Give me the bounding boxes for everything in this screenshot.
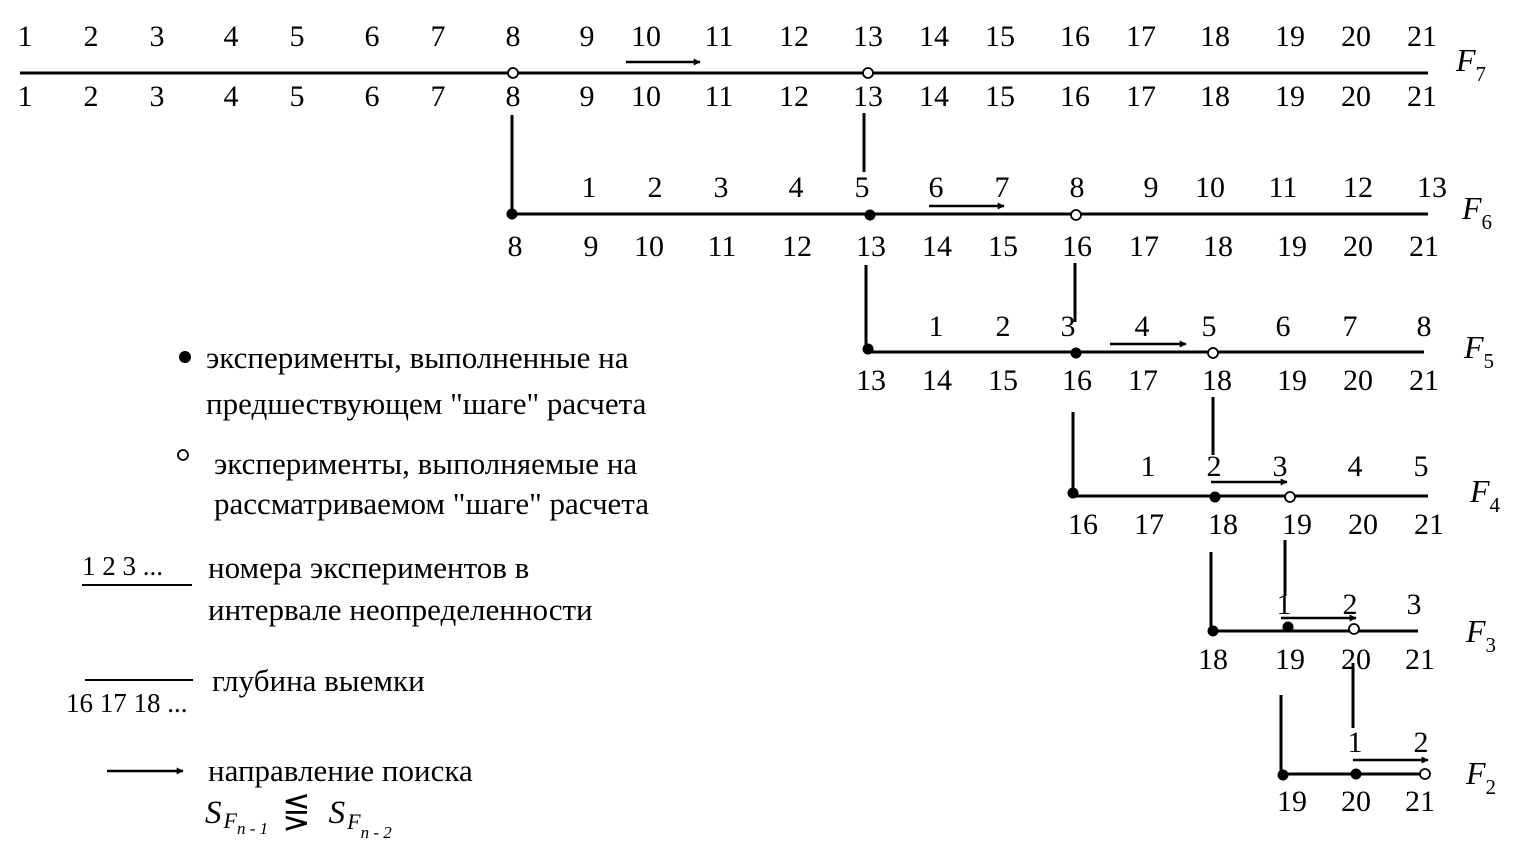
- legend-numbers-line1: номера экспериментов в: [208, 550, 530, 585]
- f2-bottom-21: 21: [1405, 785, 1435, 818]
- f7-bottom-20: 20: [1341, 80, 1371, 113]
- f3-bottom-20: 20: [1341, 643, 1371, 676]
- f5-filled-dot-16: [1071, 348, 1082, 359]
- f7-top-7: 7: [430, 20, 446, 53]
- f6-bottom-12: 12: [782, 230, 812, 263]
- f5-bottom-14: 14: [922, 364, 952, 397]
- f7-bottom-15: 15: [985, 80, 1015, 113]
- f7-top-1: 1: [17, 20, 33, 53]
- f2-top-2: 2: [1413, 726, 1429, 759]
- legend-filled-dot-line1: эксперименты, выполненные на: [206, 340, 629, 375]
- f6-bottom-10: 10: [634, 230, 664, 263]
- legend-formula: SFn - 1 ⋚ $SF_{n - 2}$: [205, 794, 392, 842]
- f5-bottom-19: 19: [1277, 364, 1307, 397]
- f4-bottom-17: 17: [1134, 508, 1164, 541]
- f7-top-3: 3: [149, 20, 165, 53]
- legend-open-dot-icon: [178, 450, 188, 460]
- f4-top-5: 5: [1413, 450, 1429, 483]
- f7-label: $F_7$: [1456, 42, 1487, 86]
- f4-top-3: 3: [1272, 450, 1288, 483]
- f6-top-3: 3: [713, 171, 729, 204]
- f6-top-9: 9: [1143, 171, 1159, 204]
- f5-top-2: 2: [995, 310, 1011, 343]
- f6-bottom-17: 17: [1129, 230, 1159, 263]
- f7-bottom-2: 2: [83, 80, 99, 113]
- level-f4: [1068, 450, 1501, 541]
- f7-top-9: 9: [579, 20, 595, 53]
- f6-filled-dot-8: [507, 209, 518, 220]
- f5-top-5: 5: [1201, 310, 1217, 343]
- f5-top-4: 4: [1134, 310, 1150, 343]
- f5-label: $F_5$: [1464, 329, 1495, 373]
- f2-bottom-20: 20: [1341, 785, 1371, 818]
- f4-top-2: 2: [1206, 450, 1222, 483]
- f7-top-16: 16: [1060, 20, 1090, 53]
- f4-top-4: 4: [1347, 450, 1363, 483]
- f7-bottom-19: 19: [1275, 80, 1305, 113]
- f7-top-8: 8: [505, 20, 521, 53]
- f3-top-3: 3: [1406, 588, 1422, 621]
- f7-bottom-13: 13: [853, 80, 883, 113]
- f6-bottom-21: 21: [1409, 230, 1439, 263]
- f6-bottom-20: 20: [1343, 230, 1373, 263]
- f5-top-1: 1: [928, 310, 944, 343]
- f2-label: $F_2$: [1466, 755, 1497, 799]
- level-f2: [1277, 726, 1496, 818]
- f7-bottom-14: 14: [919, 80, 949, 113]
- f7-top-19: 19: [1275, 20, 1305, 53]
- f5-bottom-15: 15: [988, 364, 1018, 397]
- f7-bottom-12: 12: [779, 80, 809, 113]
- f6-top-13: 13: [1417, 171, 1447, 204]
- legend-depth-sample: 16 17 18 ...: [66, 688, 188, 718]
- f6-top-11: 11: [1268, 171, 1298, 204]
- f3-label: $F_3$: [1466, 613, 1497, 657]
- f7-bottom-9: 9: [579, 80, 595, 113]
- f7-bottom-4: 4: [223, 80, 239, 113]
- f6-bottom-15: 15: [988, 230, 1018, 263]
- f6-label: $F_6$: [1462, 190, 1493, 234]
- f6-bottom-18: 18: [1203, 230, 1233, 263]
- f4-bottom-21: 21: [1414, 508, 1444, 541]
- f7-top-21: 21: [1407, 20, 1437, 53]
- f7-top-10: 10: [631, 20, 661, 53]
- f5-top-8: 8: [1416, 310, 1432, 343]
- f3-top-1: 1: [1276, 588, 1292, 621]
- f6-bottom-19: 19: [1277, 230, 1307, 263]
- f7-bottom-3: 3: [149, 80, 165, 113]
- f7-bottom-1: 1: [17, 80, 33, 113]
- f4-filled-dot-18: [1210, 492, 1221, 503]
- f5-bottom-21: 21: [1409, 364, 1439, 397]
- f7-bottom-5: 5: [289, 80, 305, 113]
- f7-bottom-17: 17: [1126, 80, 1156, 113]
- f6-bottom-8: 8: [507, 230, 523, 263]
- legend-depth-text: глубина выемки: [212, 663, 425, 698]
- legend: [66, 340, 649, 842]
- legend-filled-dot-line2: предшествующем "шаге" расчета: [206, 386, 647, 421]
- f7-bottom-16: 16: [1060, 80, 1090, 113]
- f7-bottom-10: 10: [631, 80, 661, 113]
- f7-top-13: 13: [853, 20, 883, 53]
- f6-bottom-16: 16: [1062, 230, 1092, 263]
- f5-top-6: 6: [1275, 310, 1291, 343]
- legend-arrow-text: направление поиска: [208, 753, 473, 788]
- f3-bottom-18: 18: [1198, 643, 1228, 676]
- f4-open-dot-19: [1285, 492, 1295, 502]
- f6-bottom-13: 13: [856, 230, 886, 263]
- f6-bottom-14: 14: [922, 230, 952, 263]
- level-f3: [1198, 588, 1496, 676]
- f7-open-dot-8: [508, 68, 518, 78]
- f6-bottom-9: 9: [583, 230, 599, 263]
- f5-bottom-17: 17: [1128, 364, 1158, 397]
- f3-bottom-19: 19: [1275, 643, 1305, 676]
- f7-open-dot-13: [863, 68, 873, 78]
- f5-bottom-16: 16: [1062, 364, 1092, 397]
- f6-bottom-11: 11: [707, 230, 737, 263]
- f7-top-17: 17: [1126, 20, 1156, 53]
- f4-bottom-20: 20: [1348, 508, 1378, 541]
- level-f6: [507, 171, 1493, 263]
- legend-numbers-sample: 1 2 3 ...: [82, 551, 163, 581]
- f4-bottom-19: 19: [1282, 508, 1312, 541]
- f6-top-4: 4: [788, 171, 804, 204]
- f4-bottom-16: 16: [1068, 508, 1098, 541]
- f7-bottom-6: 6: [364, 80, 380, 113]
- f3-top-2: 2: [1342, 588, 1358, 621]
- f7-top-11: 11: [704, 20, 734, 53]
- f5-top-3: 3: [1060, 310, 1076, 343]
- f6-top-1: 1: [581, 171, 597, 204]
- f7-top-15: 15: [985, 20, 1015, 53]
- f4-filled-dot-16: [1068, 488, 1079, 499]
- f7-top-2: 2: [83, 20, 99, 53]
- legend-open-dot-line1: эксперименты, выполняемые на: [214, 446, 638, 481]
- f7-bottom-7: 7: [430, 80, 446, 113]
- f6-filled-dot-13: [865, 210, 876, 221]
- level-f5: [856, 310, 1494, 397]
- f6-top-7: 7: [994, 171, 1010, 204]
- f5-bottom-13: 13: [856, 364, 886, 397]
- f5-bottom-20: 20: [1343, 364, 1373, 397]
- f6-open-dot-16: [1071, 210, 1081, 220]
- f3-open-dot-20: [1349, 624, 1359, 634]
- f5-top-7: 7: [1342, 310, 1358, 343]
- legend-numbers-line2: интервале неопределенности: [208, 592, 593, 627]
- f7-top-20: 20: [1341, 20, 1371, 53]
- f6-top-6: 6: [928, 171, 944, 204]
- f6-top-5: 5: [854, 171, 870, 204]
- f5-bottom-18: 18: [1202, 364, 1232, 397]
- f7-top-12: 12: [779, 20, 809, 53]
- f2-filled-dot-19: [1278, 770, 1289, 781]
- f6-top-2: 2: [647, 171, 663, 204]
- f2-filled-dot-20: [1351, 769, 1362, 780]
- level-f7: [18, 20, 1487, 113]
- f7-top-6: 6: [364, 20, 380, 53]
- f5-open-dot-18: [1208, 348, 1218, 358]
- f7-top-14: 14: [919, 20, 949, 53]
- f2-top-1: 1: [1347, 726, 1363, 759]
- f2-open-dot-21: [1420, 769, 1430, 779]
- f7-top-5: 5: [289, 20, 305, 53]
- f6-top-10: 10: [1195, 171, 1225, 204]
- f5-filled-dot-13: [863, 344, 874, 355]
- f2-bottom-19: 19: [1277, 785, 1307, 818]
- f4-label: $F_4$: [1470, 473, 1501, 517]
- f7-bottom-21: 21: [1407, 80, 1437, 113]
- f7-bottom-11: 11: [704, 80, 734, 113]
- f6-top-8: 8: [1069, 171, 1085, 204]
- f7-bottom-18: 18: [1200, 80, 1230, 113]
- f4-bottom-18: 18: [1208, 508, 1238, 541]
- f4-top-1: 1: [1140, 450, 1156, 483]
- f7-bottom-8: 8: [505, 80, 521, 113]
- legend-open-dot-line2: рассматриваемом "шаге" расчета: [214, 486, 649, 521]
- f6-top-12: 12: [1343, 171, 1373, 204]
- f3-filled-dot-19: [1283, 622, 1294, 633]
- f3-filled-dot-18: [1208, 626, 1219, 637]
- f3-bottom-21: 21: [1405, 643, 1435, 676]
- f7-top-4: 4: [223, 20, 239, 53]
- legend-filled-dot-icon: [179, 351, 191, 363]
- f7-top-18: 18: [1200, 20, 1230, 53]
